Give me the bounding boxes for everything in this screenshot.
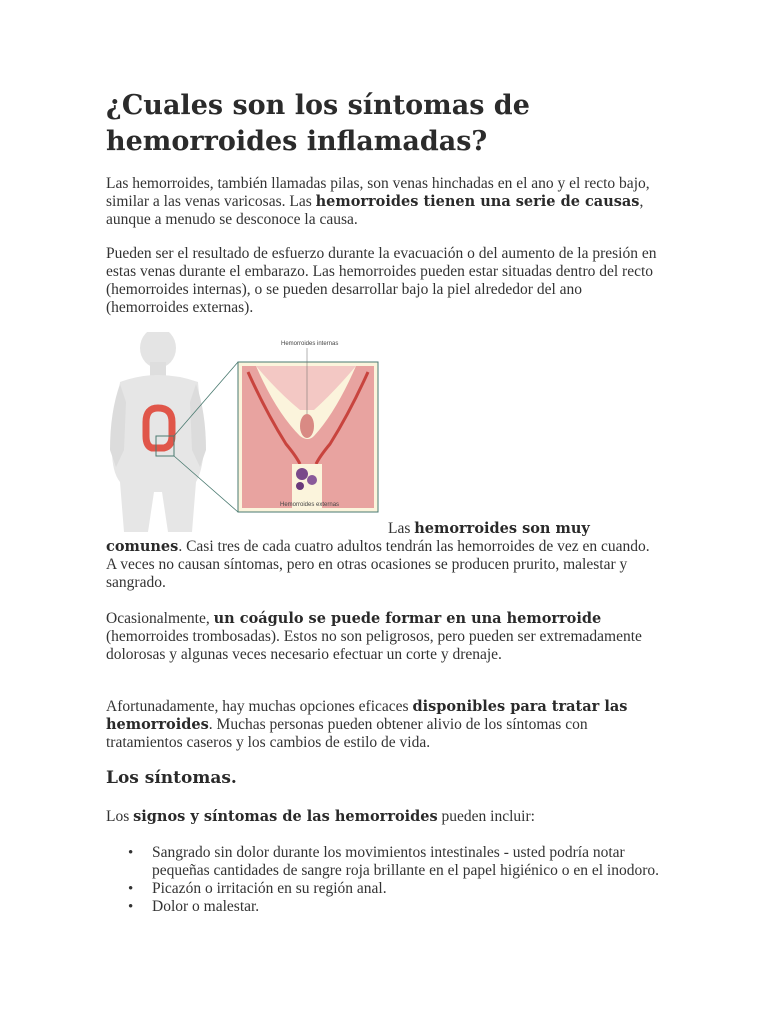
list-item-text: Picazón o irritación en su región anal. xyxy=(152,880,387,897)
list-item xyxy=(106,898,666,916)
paragraph-signs-bold: signos y síntomas de las hemorroides xyxy=(133,808,438,825)
list-item-text: Sangrado sin dolor durante los movimientos intestinales - usted podría notar pequeñas cantidades de sangre roja brillante en el papel higiénico o en el inodoro. xyxy=(152,844,660,879)
rectum-cross-section xyxy=(238,362,378,512)
label-internal-hemorrhoids: Hemorroides internas xyxy=(281,341,339,347)
paragraph-treatment-text-c: . Muchas personas pueden obtener alivio de los síntomas con tratamientos caseros y los cambios de estilo de vida. xyxy=(106,716,588,751)
bullet-icon: • xyxy=(128,845,134,861)
paragraph-clot-text-a: Ocasionalmente, xyxy=(106,610,214,627)
section-heading-symptoms: Los síntomas. xyxy=(106,768,237,788)
paragraph-intro-bold: hemorroides tienen una serie de causas xyxy=(315,193,640,210)
bullet-icon: • xyxy=(128,881,134,897)
paragraph-causes: Pueden ser el resultado de esfuerzo durante la evacuación o del aumento de la presión en estas venas durante el embarazo. Las hemorroides pueden estar situadas dentro del recto (hemorroides internas), o se pueden desarrollar bajo la piel alrededor del ano (hemorroides externas). xyxy=(106,245,657,316)
paragraph-clot-bold: un coágulo se puede formar en una hemorroide xyxy=(213,610,602,627)
list-item-text: Dolor o malestar. xyxy=(152,898,260,915)
paragraph-treatment xyxy=(106,698,662,752)
paragraph-clot xyxy=(106,610,662,664)
bullet-icon: • xyxy=(128,899,134,915)
paragraph-intro xyxy=(106,175,662,229)
paragraph-signs xyxy=(106,808,662,826)
list-item xyxy=(106,880,666,898)
paragraph-signs-text-c: pueden incluir: xyxy=(437,808,535,825)
page-title: ¿Cuales son los síntomas de hemorroides inflamadas? xyxy=(106,90,530,157)
paragraph-treatment-text-a: Afortunadamente, hay muchas opciones eficaces xyxy=(106,698,413,715)
paragraph-common-text-c: . Casi tres de cada cuatro adultos tendrán las hemorroides de vez en cuando. A veces no causan síntomas, pero en otras ocasiones se producen prurito, malestar y sangrado. xyxy=(106,538,650,591)
symptom-list xyxy=(106,844,666,916)
paragraph-common-text-a: Las xyxy=(388,520,415,537)
label-external-hemorrhoids: Hemorroides externas xyxy=(280,502,340,508)
paragraph-intro-text-c: , aunque a menudo se desconoce la causa. xyxy=(106,193,644,228)
torso-silhouette xyxy=(110,332,206,532)
paragraph-common xyxy=(106,520,662,592)
paragraph-clot-text-c: (hemorroides trombosadas). Estos no son peligrosos, pero pueden ser extremadamente dolorosas y algunas veces necesario efectuar un corte y drenaje. xyxy=(106,628,642,663)
paragraph-treatment-bold: disponibles para tratar las hemorroides xyxy=(106,698,628,733)
list-item xyxy=(106,844,666,880)
paragraph-intro-text-a: Las hemorroides, también llamadas pilas, son venas hinchadas en el ano y el recto bajo, similar a las venas varicosas. Las xyxy=(106,175,650,210)
paragraph-signs-text-a: Los xyxy=(106,808,134,825)
paragraph-common-bold: hemorroides son muy comunes xyxy=(106,520,590,555)
anatomy-illustration xyxy=(106,332,388,537)
